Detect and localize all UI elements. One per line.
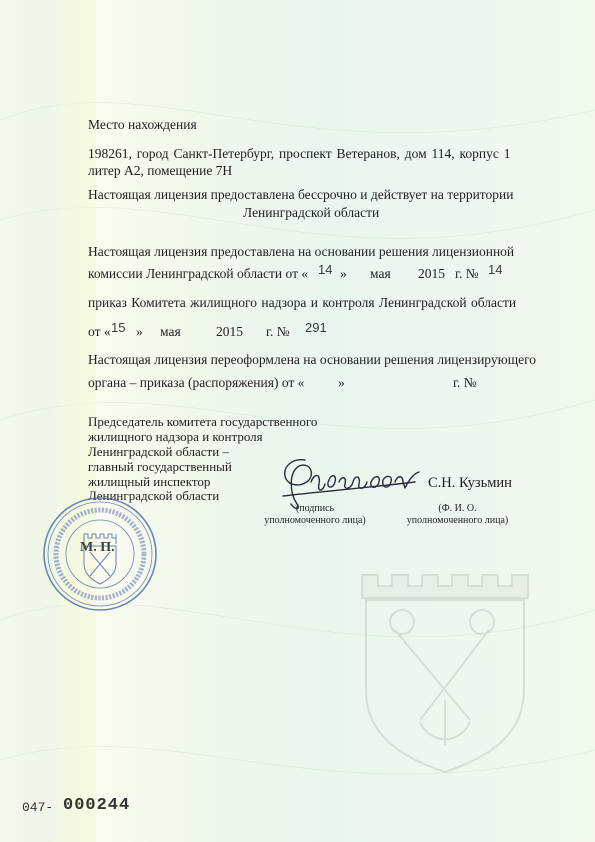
serial-number: 000244 [63,796,131,815]
coat-of-arms-watermark [362,575,528,772]
validity-line-1: Настоящая лицензия предоставлена бессрочно и действует на территории [88,187,514,202]
reissue-line-1: Настоящая лицензия переоформлена на основании решения лицензирующего [88,352,537,367]
location-address-line-2: литер А2, помещение 7Н [88,163,233,178]
signatory-title-line: жилищного надзора и контроля [88,429,263,444]
reissue-line-2: органа – приказа (распоряжения) от « [88,375,305,390]
signatory-name: С.Н. Кузьмин [428,475,512,491]
signatory-title-line: Ленинградской области – [88,444,229,459]
basis-year: 2015 [418,266,445,281]
serial-prefix: 047- [22,800,54,815]
basis-number-label: г. № [455,266,479,281]
name-caption-2: уполномоченного лица) [406,515,509,526]
validity-line-2: Ленинградской области [243,205,380,220]
signatory-title-line: жилищный инспектор [88,474,211,489]
order-line-1: приказ Комитета жилищного надзора и контроля Ленинградской области [88,295,517,310]
signatory-title-line: Ленинградской области [88,488,220,503]
reissue-number-label: г. № [453,375,477,390]
signature-caption-2: уполномоченного лица) [264,515,366,526]
basis-line-1: Настоящая лицензия предоставлена на основании решения лицензионной [88,244,515,259]
location-address-line-1: 198261, город Санкт-Петербург, проспект Ветеранов, дом 114, корпус 1 [88,146,511,161]
order-day: 15 [111,320,126,335]
basis-day: 14 [318,262,333,277]
signature-caption-1: (подпись [295,503,335,514]
basis-number: 14 [488,262,503,277]
signatory-title-line: главный государственный [88,459,232,474]
reissue-quote-close: » [338,375,345,390]
basis-line-2: комиссии Ленинградской области от « [88,266,309,281]
order-quote-close: » [136,324,143,339]
order-month: мая [160,324,181,339]
order-date-prefix: от « [88,324,111,339]
order-year: 2015 [216,324,243,339]
basis-quote-close: » [340,266,347,281]
name-caption-1: (Ф. И. О. [438,503,477,514]
seal-label: М. П. [80,540,115,555]
order-number: 291 [305,320,327,335]
signatory-title-line: Председатель комитета государственного [88,414,318,429]
basis-month: мая [370,266,391,281]
location-heading: Место нахождения [88,117,197,132]
order-number-label: г. № [266,324,290,339]
